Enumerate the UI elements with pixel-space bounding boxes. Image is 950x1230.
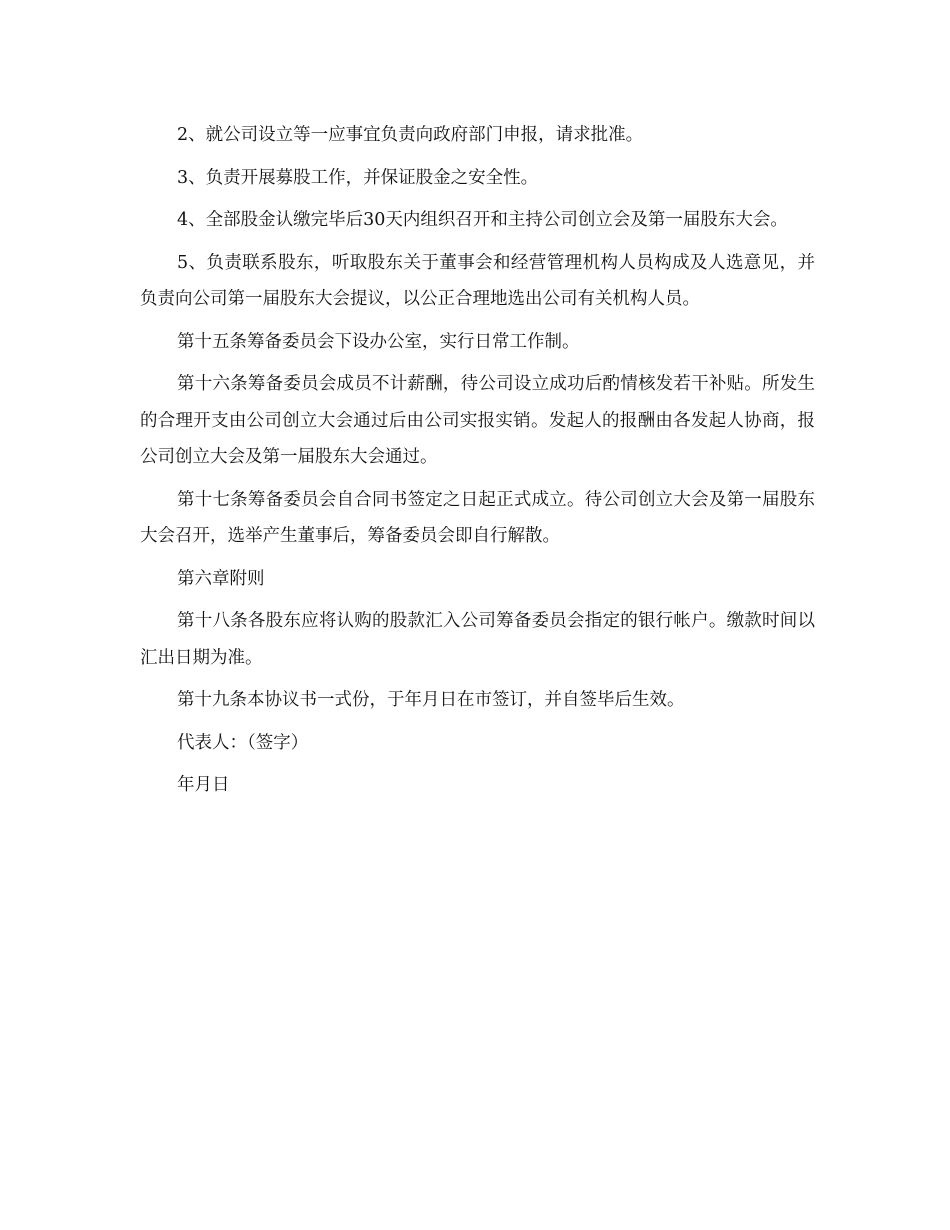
chapter-heading: 第六章附则	[177, 568, 265, 589]
date-line: 年月日	[177, 775, 230, 795]
paragraph-item-5: 5、负责联系股东，听取股东关于董事会和经营管理机构人员构成及人选意见，并负责向公司第一届股东大会提议，以公正合理地选出公司有关机构人员。	[140, 252, 815, 309]
article-18: 第十八条各股东应将认购的股款汇入公司筹备委员会指定的银行帐户。缴款时间以汇出日期为准。	[140, 611, 815, 668]
paragraph-item-3: 3、负责开展募股工作，并保证股金之安全性。	[177, 167, 539, 188]
signature-line: 代表人：（签字）	[177, 732, 309, 753]
article-16: 第十六条筹备委员会成员不计薪酬，待公司设立成功后酌情核发若干补贴。所发生的合理开支由公司创立大会通过后由公司实报实销。发起人的报酬由各发起人协商，报公司创立大会及第一届股东大会通过。	[140, 374, 815, 467]
paragraph-item-4: 4、全部股金认缴完毕后30天内组织召开和主持公司创立会及第一届股东大会。	[177, 210, 788, 230]
article-19: 第十九条本协议书一式份，于年月日在市签订，并自签毕后生效。	[177, 690, 685, 710]
document-body	[140, 117, 815, 810]
article-15: 第十五条筹备委员会下设办公室，实行日常工作制。	[177, 331, 580, 352]
article-17: 第十七条筹备委员会自合同书签定之日起正式成立。待公司创立大会及第一届股东大会召开，选举产生董事后，筹备委员会即自行解散。	[140, 489, 815, 546]
paragraph-item-2: 2、就公司设立等一应事宜负责向政府部门申报，请求批准。	[177, 125, 644, 145]
